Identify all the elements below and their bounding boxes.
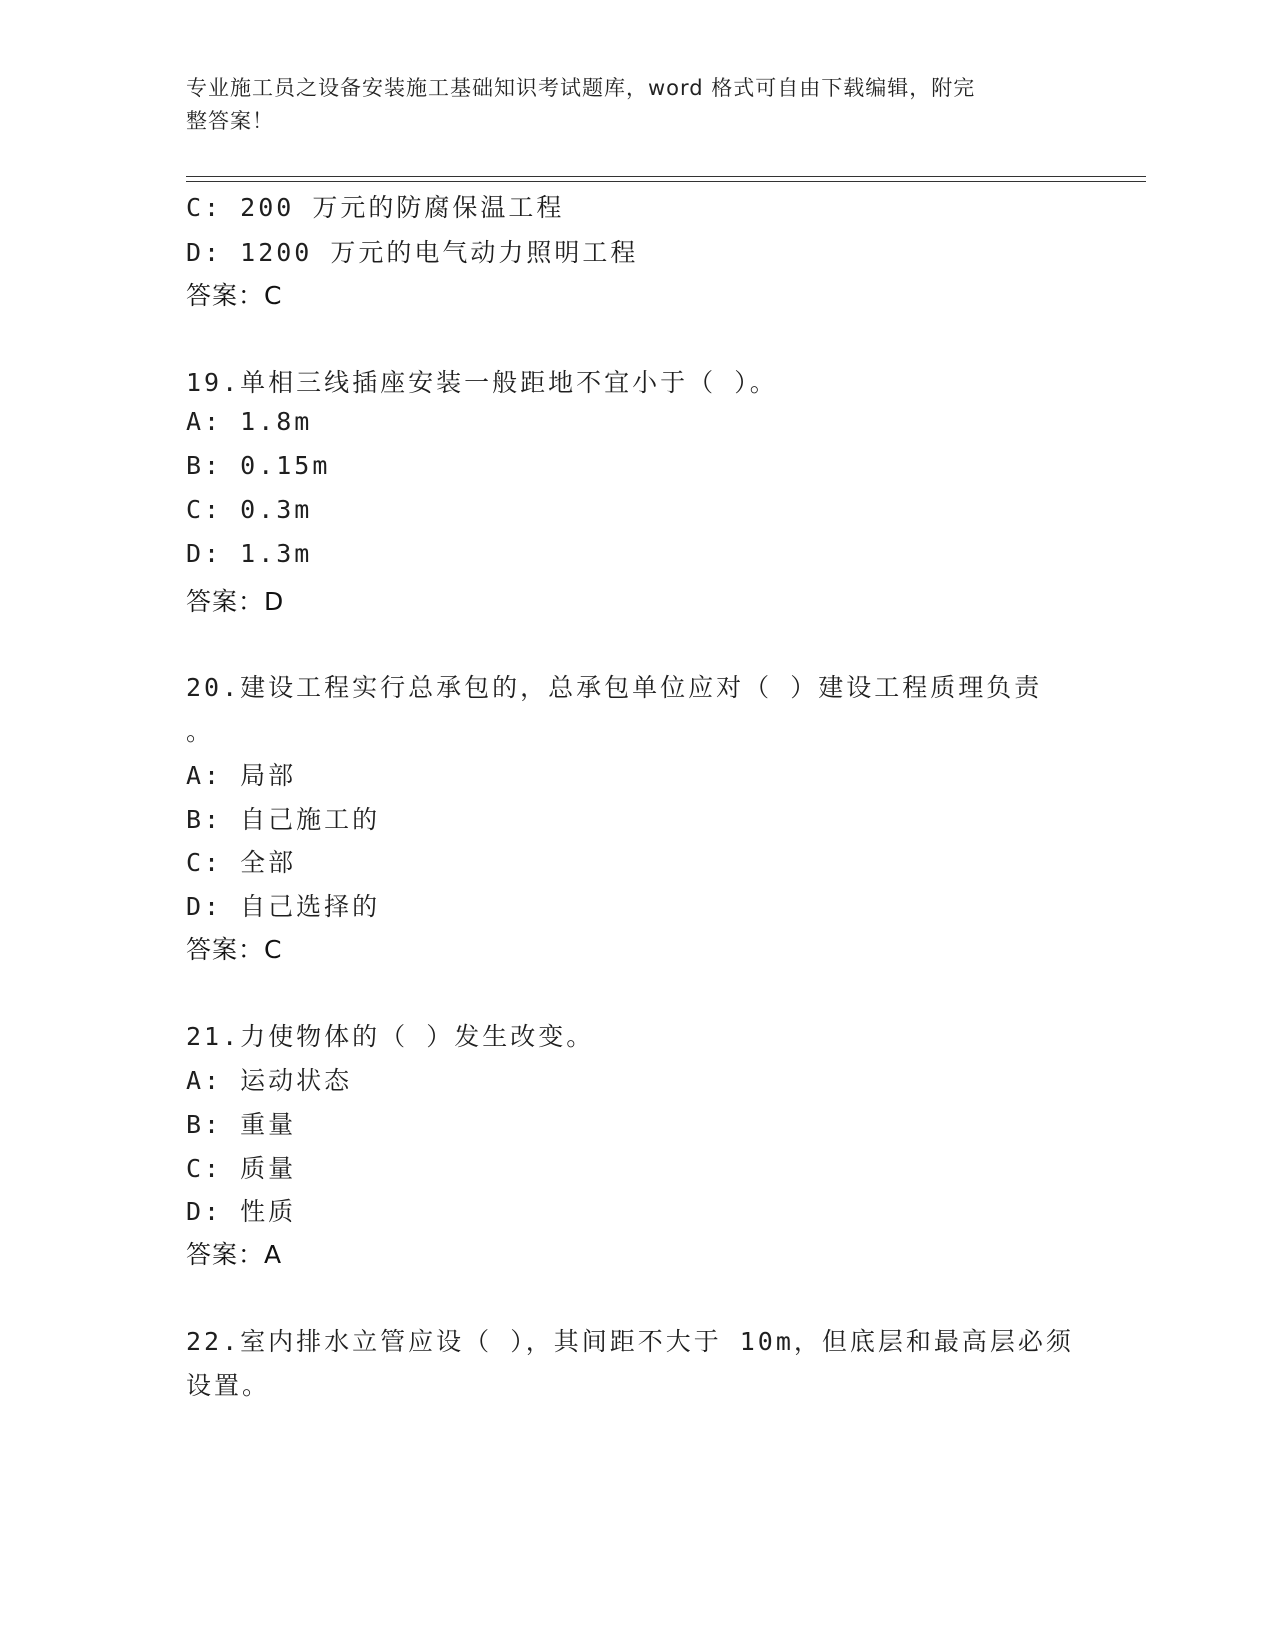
q19-option-d: D: 1.3m (186, 539, 313, 568)
q19-answer: 答案：D (186, 587, 285, 616)
q21-option-c: C: 质量 (186, 1154, 297, 1183)
q21-option-d: D: 性质 (186, 1197, 297, 1226)
header-title-line-1: 专业施工员之设备安装施工基础知识考试题库，word 格式可自由下载编辑，附完 (186, 76, 976, 100)
q20-option-a: A: 局部 (186, 761, 297, 790)
document-header (186, 72, 1066, 138)
q19-option-c: C: 0.3m (186, 495, 313, 524)
q21-option-b: B: 重量 (186, 1110, 297, 1139)
q19-option-a: A: 1.8m (186, 407, 313, 436)
q18-option-c: C: 200 万元的防腐保温工程 (186, 193, 565, 222)
q20-option-c: C: 全部 (186, 848, 297, 877)
q21-option-a: A: 运动状态 (186, 1066, 353, 1095)
q19-option-b: B: 0.15m (186, 451, 331, 480)
q20-option-b: B: 自己施工的 (186, 805, 381, 834)
header-divider-bottom (186, 181, 1146, 182)
q22-question-line-1: 22.室内排水立管应设（ ），其间距不大于 10m，但底层和最高层必须 (186, 1327, 1074, 1356)
header-divider-top (186, 176, 1146, 177)
q22-question-line-2: 设置。 (186, 1371, 271, 1400)
q20-answer: 答案：C (186, 935, 283, 964)
header-title-line-2: 整答案！ (186, 109, 274, 133)
q19-question: 19.单相三线插座安装一般距地不宜小于（ ）。 (186, 368, 778, 397)
q20-question-line-2: 。 (186, 717, 215, 746)
q20-option-d: D: 自己选择的 (186, 892, 381, 921)
q18-option-d: D: 1200 万元的电气动力照明工程 (186, 238, 639, 267)
q20-question-line-1: 20.建设工程实行总承包的，总承包单位应对（ ）建设工程质理负责 (186, 673, 1043, 702)
q18-answer: 答案：C (186, 281, 283, 310)
q21-answer: 答案：A (186, 1240, 283, 1269)
q21-question: 21.力使物体的（ ）发生改变。 (186, 1022, 595, 1051)
